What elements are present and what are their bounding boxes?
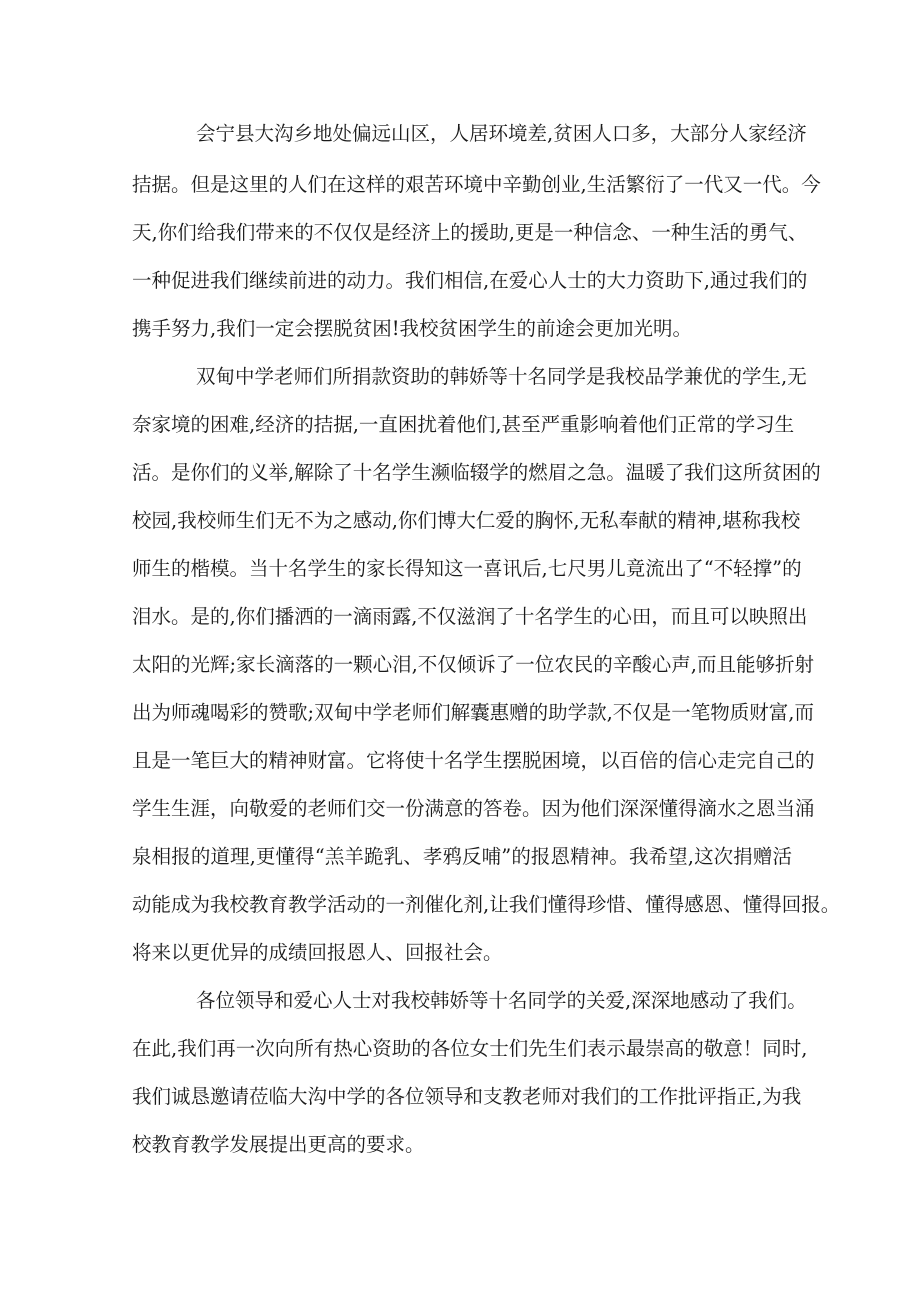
paragraph-line: 活。是你们的义举,解除了十名学生濒临辍学的燃眉之急。温暖了我们这所贫困的 bbox=[132, 461, 821, 484]
paragraph-line: 会宁县大沟乡地处偏远山区，人居环境差,贫困人口多，大部分人家经济 bbox=[196, 122, 807, 145]
paragraph-line: 出为师魂喝彩的赞歌;双甸中学老师们解囊惠赠的助学款,不仅是一笔物质财富,而 bbox=[132, 701, 814, 724]
paragraph-line: 学生生涯，向敬爱的老师们交一份满意的答卷。因为他们深深懂得滴水之恩当涌 bbox=[132, 797, 815, 820]
paragraph-line: 太阳的光辉;家长滴落的一颗心泪,不仅倾诉了一位农民的辛酸心声,而且能够折射 bbox=[132, 653, 814, 676]
paragraph-line: 天,你们给我们带来的不仅仅是经济上的援助,更是一种信念、一种生活的勇气、 bbox=[132, 221, 808, 244]
paragraph-line: 师生的楷模。当十名学生的家长得知这一喜讯后,七尺男儿竟流出了“不轻撑”的 bbox=[132, 557, 802, 580]
paragraph-line: 泉相报的道理,更懂得“羔羊跪乳、孝鸦反哺”的报恩精神。我希望,这次捐赠活 bbox=[132, 845, 792, 868]
paragraph-line: 动能成为我校教育教学活动的一剂催化剂,让我们懂得珍惜、懂得感恩、懂得回报。 bbox=[132, 893, 841, 916]
paragraph-line: 携手努力,我们一定会摆脱贫困!我校贫困学生的前途会更加光明。 bbox=[132, 317, 693, 340]
paragraph-line: 一种促进我们继续前进的动力。我们相信,在爱心人士的大力资助下,通过我们的 bbox=[132, 269, 808, 292]
paragraph-line: 双甸中学老师们所捐款资助的韩娇等十名同学是我校品学兼优的学生,无 bbox=[196, 365, 807, 388]
paragraph-line: 各位领导和爱心人士对我校韩娇等十名同学的关爱,深深地感动了我们。 bbox=[196, 989, 807, 1012]
paragraph-line: 校园,我校师生们无不为之感动,你们博大仁爱的胸怀,无私奉献的精神,堪称我校 bbox=[132, 509, 801, 532]
paragraph-line: 泪水。是的,你们播洒的一滴雨露,不仅滋润了十名学生的心田，而且可以映照出 bbox=[132, 605, 808, 628]
paragraph-line: 且是一笔巨大的精神财富。它将使十名学生摆脱困境，以百倍的信心走完自己的 bbox=[132, 749, 815, 772]
paragraph-line: 校教育教学发展提出更高的要求。 bbox=[132, 1133, 425, 1156]
paragraph-line: 拮据。但是这里的人们在这样的艰苦环境中辛勤创业,生活繁衍了一代又一代。今 bbox=[132, 173, 821, 196]
paragraph-line: 奈家境的困难,经济的拮据,一直困扰着他们,甚至严重影响着他们正常的学习生 bbox=[132, 413, 795, 436]
paragraph-line: 我们诚恳邀请莅临大沟中学的各位领导和支教老师对我们的工作批评指正,为我 bbox=[132, 1085, 802, 1108]
paragraph-line: 将来以更优异的成绩回报恩人、回报社会。 bbox=[132, 941, 503, 964]
paragraph-line: 在此,我们再一次向所有热心资助的各位女士们先生们表示最崇高的敬意！同时, bbox=[132, 1037, 808, 1060]
